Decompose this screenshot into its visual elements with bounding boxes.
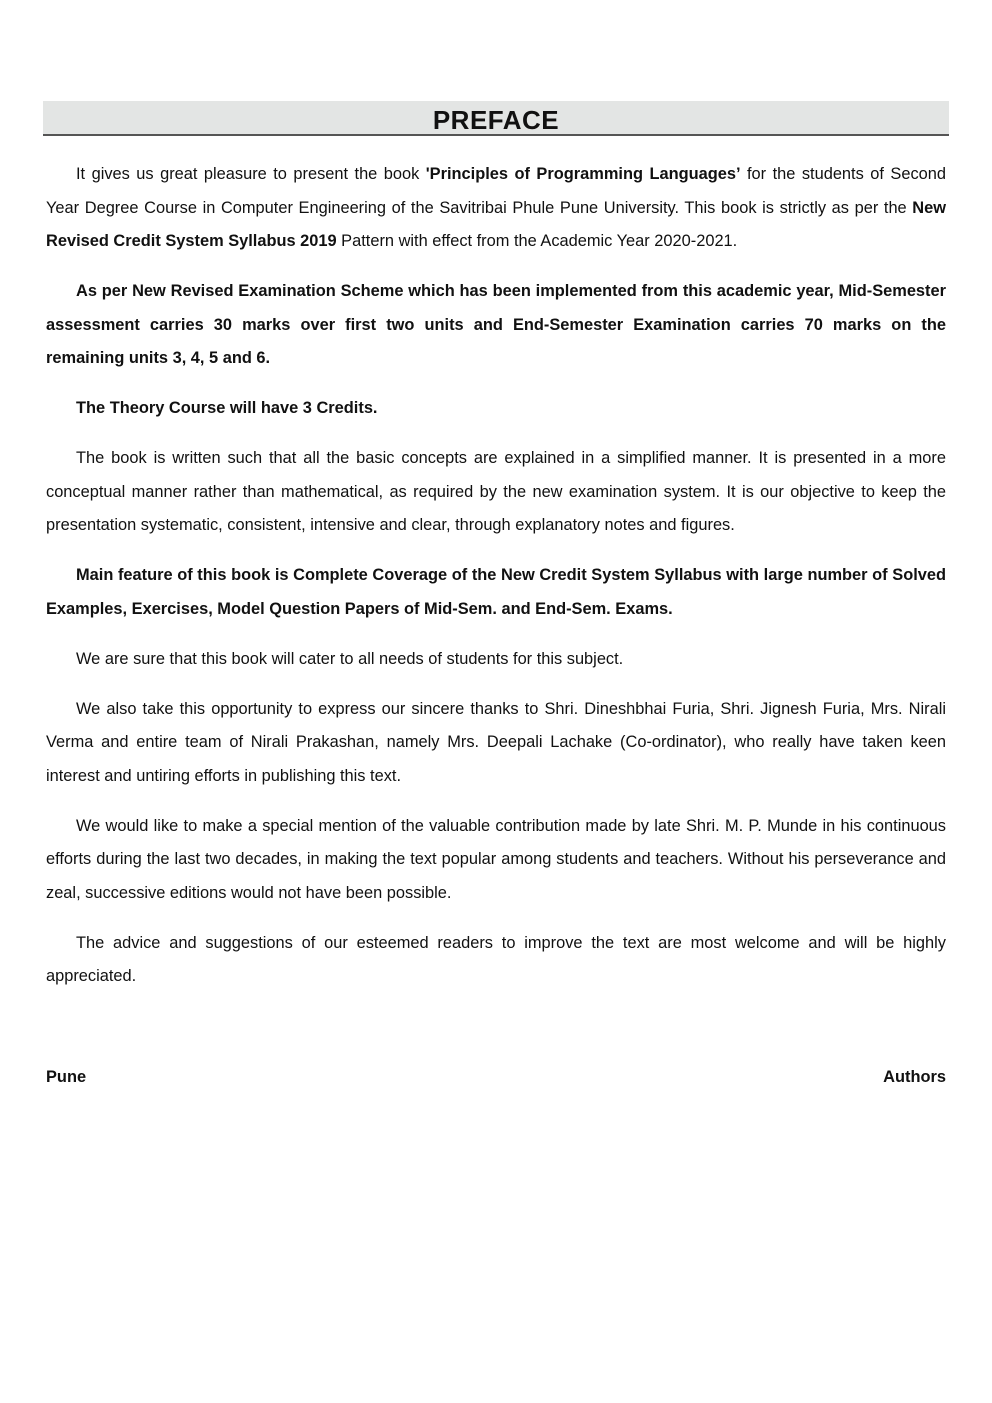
paragraph-intro	[46, 158, 946, 259]
intro-text-end: Pattern with effect from the Academic Year 2020-2021.	[336, 232, 738, 250]
paragraph-mention: We would like to make a special mention of the valuable contribution made by late Shri. M. P. Munde in his continuous efforts during the last two decades, in making the text popular among students and teachers. Without his perseverance and zeal, successive editions would not have been possible.	[46, 816, 946, 902]
paragraph-exam-scheme: As per New Revised Examination Scheme which has been implemented from this academic year, Mid-Semester assessment carries 30 marks over first two units and End-Semester Examination carries 70 marks on the remaining units 3, 4, 5 and 6.	[46, 282, 946, 367]
signoff	[46, 1063, 946, 1091]
intro-text-start: It gives us great pleasure to present the book	[76, 165, 426, 183]
preface-body	[46, 158, 946, 1010]
paragraph-credits: The Theory Course will have 3 Credits.	[76, 399, 378, 417]
paragraph-thanks: We also take this opportunity to express our sincere thanks to Shri. Dineshbhai Furia, Shri. Jignesh Furia, Mrs. Nirali Verma and entire team of Nirali Prakashan, namely Mrs. Deepali Lachake (Co-ordinator), who really have taken keen interest and untiring efforts in publishing this text.	[46, 699, 946, 785]
intro-text-middle: for the students of Second Year Degree Course in Computer Engineering of the Savitribai Phule Pune University. This book is strictly as per the	[46, 165, 946, 217]
paragraph-advice: The advice and suggestions of our esteemed readers to improve the text are most welcome and will be highly appreciated.	[46, 933, 946, 985]
signoff-authors: Authors	[883, 1068, 946, 1086]
paragraph-cater: We are sure that this book will cater to all needs of students for this subject.	[76, 649, 624, 668]
paragraph-main-feature: Main feature of this book is Complete Coverage of the New Credit System Syllabus with large number of Solved Examples, Exercises, Model Question Papers of Mid-Sem. and End-Sem. Exams.	[46, 566, 946, 618]
page-title: PREFACE	[432, 105, 560, 135]
syllabus-name: New Revised Credit System Syllabus 2019	[46, 198, 946, 250]
book-title: 'Principles of Programming Languages’	[425, 165, 741, 183]
signoff-place: Pune	[46, 1068, 87, 1086]
paragraph-approach: The book is written such that all the basic concepts are explained in a simplified manner. It is presented in a more conceptual manner rather than mathematical, as required by the new examination system. It is our objective to keep the presentation systematic, consistent, intensive and clear, through explanatory notes and figures.	[46, 449, 946, 534]
